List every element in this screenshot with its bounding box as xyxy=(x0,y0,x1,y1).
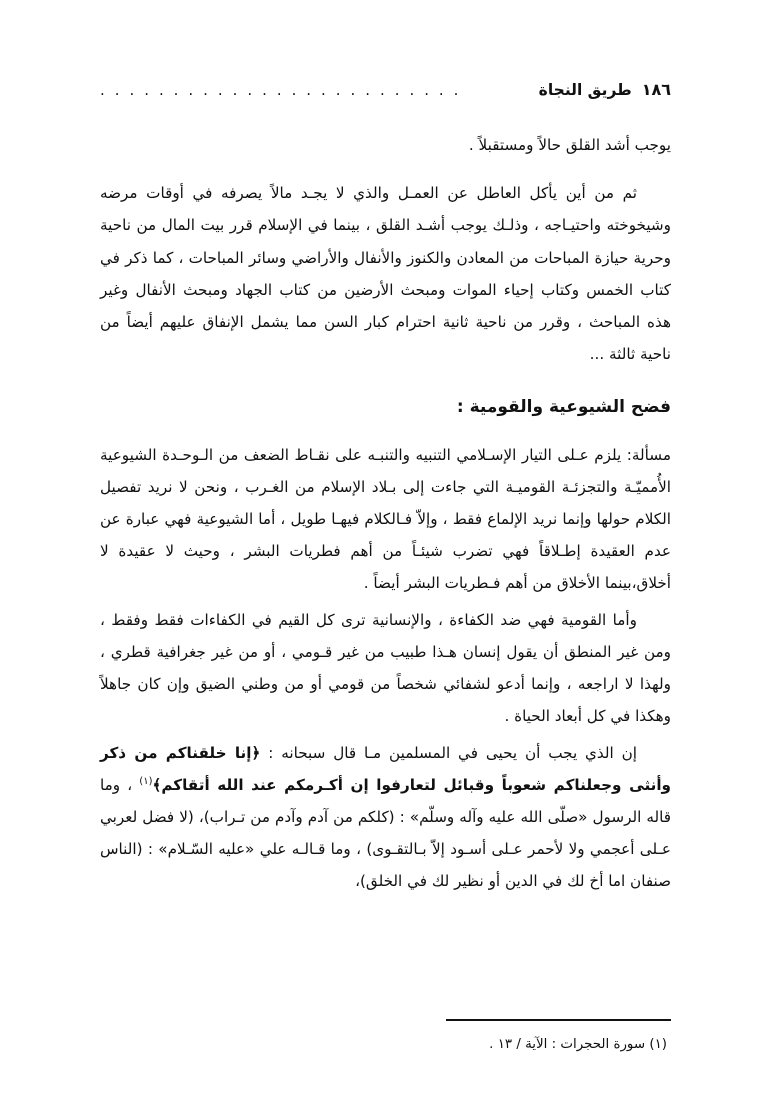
book-title: طريق النجاة xyxy=(538,81,632,99)
paragraph-3: وأما القومية فهي ضد الكفاءة ، والإنسانية ترى كل القيم في الكفاءات فقط وفقط ، ومن غير المنطق أن يقول إنسان هـذا طبيب من غير قـومي ، أو من غير جغرافية قطري ، ولهذا لا اراجعه ، وإنما أدعو لشفائي شخصاً من قومي أو من وطني الضيق وإن كان جاهلاً وهكذا في كل أبعاد الحياة . xyxy=(100,610,671,726)
paragraph-1: ثم من أين يأكل العاطل عن العمـل والذي لا يجـد مالاً يصرفه في أوقات مرضه وشيخوخته واحتيـاجه ، وذلـك يوجب أشـد القلق ، بينما في الإسلام قرر بيت المال من ناحية وحرية حيازة المباحات من المعادن والكنوز والأنفال والأراضي وسائر المباحات ، كما ذكر في كتاب الخمس وكتاب إحياء الموات ومبحث الأرضين من كتاب الجهاد ومبحث الأنفال وغير هذه المباحث ، وقرر من ناحية ثانية احترام كبار السن مما يشمل الإنفاق عليهم أيضاً من ناحية ثالثة ... xyxy=(100,184,671,364)
page-header xyxy=(100,80,671,99)
quran-quote: ﴿إنا خلقناكم من ذكر وأنثى وجعلناكم شعوباً وقبائل لتعارفوا إن أكـرمكم عند الله أتقاكم﴾ xyxy=(100,743,671,794)
paragraph-4-intro: إن الذي يجب أن يحيى في المسلمين مـا قال سبحانه : xyxy=(260,743,637,762)
footnote-marker: (١) xyxy=(139,775,153,787)
footnote-text: (١) سورة الحجرات : الآية / ١٣ . xyxy=(489,1036,667,1052)
footnote-area xyxy=(100,1019,671,1057)
page-content xyxy=(100,80,671,1061)
lead-line: يوجب أشد القلق حالاً ومستقبلاً . xyxy=(468,136,671,154)
paragraph-4 xyxy=(100,737,671,898)
paragraph-4-rest: ، وما قاله الرسول «صلّى الله عليه وآله وسلّم» : (كلكم من آدم وآدم من تـراب)، (لا فضل لعربي عـلى أعجمي ولا لأحمر عـلى أسـود إلاّ بـالتقـوى) ، وما قـالـه علي «عليه السّـلام» : (الناس صنفان اما أخ لك في الدين أو نظير لك في الخلق)، xyxy=(100,775,671,891)
page-number: ١٨٦ xyxy=(641,80,671,99)
paragraph-2: مسألة: يلزم عـلى التيار الإسـلامي التنبيه والتنبـه على نقـاط الضعف من الـوحـدة الشيوعية الأُمميّـة والتجزئـة القوميـة التي جاءت إلى بـلاد الإسلام من الغـرب ، ونحن لا نريد تفصيل الكلام حولها وإنما نريد الإلماع فقط ، وإلاّ فـالكلام فيهـا طويل ، أما الشيوعية فهي عبارة عن عدم العقيدة إطـلاقاً فهي تضرب شيئـاً من أهم فطريات البشر ، وحيث لا عقيدة لا أخلاق،بينما الأخلاق من أهم فـطريات البشر أيضاً . xyxy=(100,445,671,593)
section-heading: فضح الشيوعية والقومية : xyxy=(456,396,671,417)
header-dot-leader: . . . . . . . . . . . . . . . . . . . . . . . . . xyxy=(100,81,462,99)
footnote-divider xyxy=(446,1019,671,1021)
